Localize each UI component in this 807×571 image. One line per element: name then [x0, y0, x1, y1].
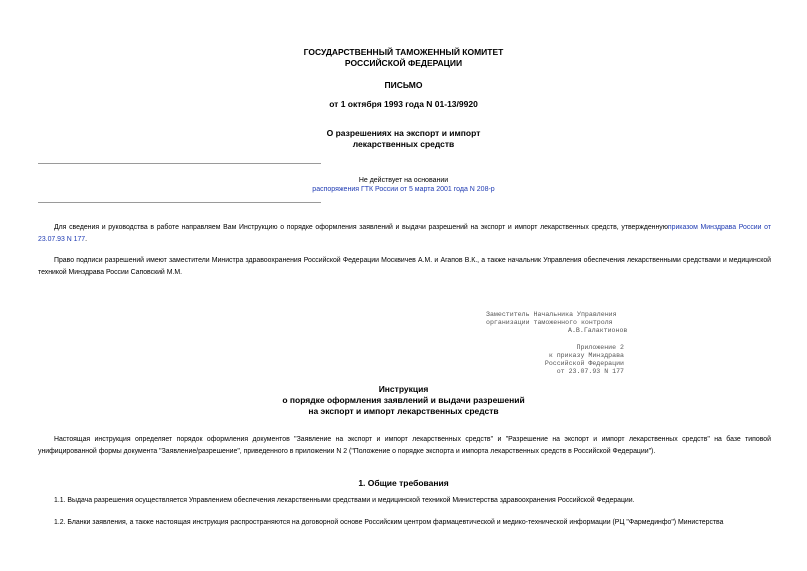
issuer-line-1: ГОСУДАРСТВЕННЫЙ ТАМОЖЕННЫЙ КОМИТЕТ	[303, 47, 504, 57]
order-link[interactable]: приказом Минздрава России от 23.07.93 N 177	[38, 224, 771, 243]
signature-line-3: А.В.Галактионов	[568, 327, 628, 334]
appendix-line-2: к приказу Минздрава	[548, 352, 624, 359]
status-text: Не действует на основании	[358, 177, 449, 184]
instruction-title-3: на экспорт и импорт лекарственных средств	[308, 406, 499, 416]
appendix-line-4: от 23.07.93 N 177	[556, 368, 624, 375]
paragraph-1-text: Для сведения и руководства в работе направляем Вам Инструкцию о порядке оформления заявлений и выдачи разрешений на экспорт и импорт лекарственных средств, утвержденную	[54, 224, 668, 231]
instruction-intro: Настоящая инструкция определяет порядок оформления документов "Заявление на экспорт и импорт лекарственных средств" и "Разрешение на экспорт и импорт лекарственных средств" на базе типовой унифицированной формы документа "Заявление/разрешение", приведенного в приложении N 2 ("Положение о порядке экспорта и импорта лекарственных средств в Российской Федерации").	[38, 436, 771, 455]
issuer-line-2: РОССИЙСКОЙ ФЕДЕРАЦИИ	[344, 58, 463, 68]
item-1-1: 1.1. Выдача разрешения осуществляется Управлением обеспечения лекарственными средствами и медицинской техникой Министерства здравоохранения Российской Федерации.	[54, 497, 635, 504]
basis-link[interactable]: распоряжения ГТК России от 5 марта 2001 года N 208-р	[312, 186, 495, 193]
paragraph-1	[38, 222, 771, 246]
subject-line-2: лекарственных средств	[352, 139, 455, 149]
item-1-2: 1.2. Бланки заявления, а также настоящая инструкция распространяются на договорной основе Российским центром фармацевтической и медико-технической информации (РЦ "Фармединфо") Министерства	[54, 519, 724, 526]
appendix-line-3: Российской Федерации	[544, 360, 624, 367]
document-type: ПИСЬМО	[384, 80, 423, 90]
paragraph-2: Право подписи разрешений имеют заместители Министра здравоохранения Российской Федерации Москвичев А.М. и Агапов В.К., а также начальник Управления обеспечения лекарственными средствами и медицинской техникой Минздрава России Саповский М.М.	[38, 257, 771, 276]
divider-top	[38, 163, 321, 164]
document-date-number: от 1 октября 1993 года N 01-13/9920	[329, 99, 478, 109]
signature-line-2: организации таможенного контроля	[486, 319, 613, 326]
subject-line-1: О разрешениях на экспорт и импорт	[326, 128, 481, 138]
divider-bottom	[38, 202, 321, 203]
section-1-title: 1. Общие требования	[358, 478, 449, 488]
appendix-block	[486, 344, 624, 376]
signature-block	[486, 311, 627, 335]
instruction-title-1: Инструкция	[378, 384, 429, 394]
appendix-line-1: Приложение 2	[576, 344, 624, 351]
paragraph-1-end: .	[85, 236, 88, 243]
instruction-title-2: о порядке оформления заявлений и выдачи разрешений	[282, 395, 525, 405]
signature-line-1: Заместитель Начальника Управления	[486, 311, 617, 318]
